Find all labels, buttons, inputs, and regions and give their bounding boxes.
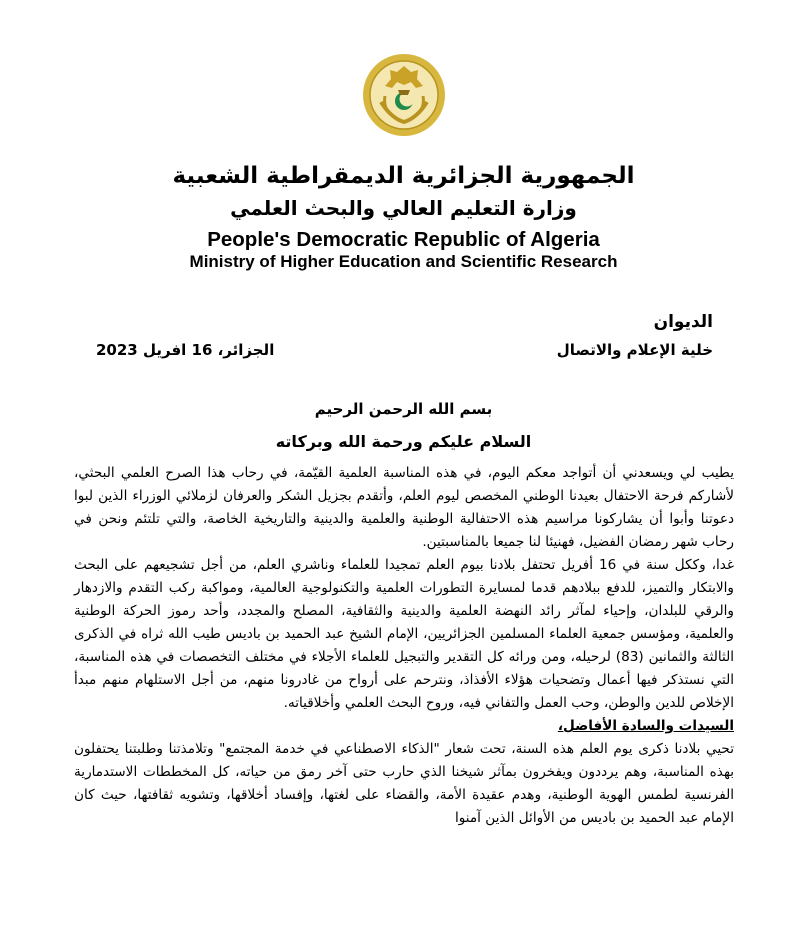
emblem-graphic <box>361 52 447 138</box>
speech-body <box>74 462 734 830</box>
communication-cell-label: خلية الإعلام والاتصال <box>556 341 713 359</box>
salutation: السلام عليكم ورحمة الله وبركاته <box>275 432 532 451</box>
paragraph-2: غدا، وككل سنة في 16 أفريل تحتفل بلادنا بيوم العلم تمجيدا للعلماء وناشري العلم، من أجل تشجيعهم على البحث والابتكار والتميز، للدفع ببلادهم قدما لمسايرة التطورات العلمية والتكنولوجية العالمية، ومواكبة ركب التقدم والازدهار والرقي للبلدان، وإحياء لمآثر رائد النهضة العلمية والدينية والثقافية، المصلح والمجدد، وأحد رموز الحركة الوطنية والعلمية، ومؤسس جمعية العلماء المسلمين الجزائريين، الإمام الشيخ عبد الحميد بن باديس طيب الله ثراه في الذكرى الثالثة والثمانين (83) لرحيله، ومن ورائه كل التقدير والتبجيل للعلماء الأجلاء في مختلف التخصصات في هذه المناسبة، التي نستذكر فيها أعمال وتضحيات هؤلاء الأفذاذ، ونترحم على أرواح من غادرونا منهم، من أجل الاستلهام منهم مبدأ الإخلاص للدين والوطن، وحب العمل والتفاني فيه، وروح البحث العلمي وأخلاقياته. <box>74 557 735 711</box>
ministry-title-ar: وزارة التعليم العالي والبحث العلمي <box>230 196 577 220</box>
basmala: بسم الله الرحمن الرحيم <box>314 400 493 418</box>
paragraph-1: يطيب لي ويسعدني أن أتواجد معكم اليوم، في هذه المناسبة العلمية القيّمة، في رحاب هذا الصرح العلمي البحثي، لأشاركم فرحة الاحتفال بعيدنا الوطني المخصص ليوم العلم، وأتقدم بجزيل الشكر والعرفان لزملائي الوزراء الذين لبوا دعوتنا وأبوا أن يشاركونا مراسيم هذه الاحتفالية الوطنية والعلمية والدينية والتاريخية الخاصة، والتي تلتئم ونحن في رحاب شهر رمضان الفضيل، فهنيئا لنا جميعا بالمناسبتين. <box>74 465 734 550</box>
republic-title-en: People's Democratic Republic of Algeria <box>207 228 600 251</box>
office-label: الديوان <box>653 312 713 332</box>
republic-title-ar: الجمهورية الجزائرية الديمقراطية الشعبية <box>172 163 635 189</box>
algeria-emblem-icon <box>361 52 447 138</box>
paragraph-3: تحيي بلادنا ذكرى يوم العلم هذه السنة، تحت شعار "الذكاء الاصطناعي في خدمة المجتمع" وتلامذتنا وطلبتنا يحتفلون بهذه المناسبة، وهم يرددون ويفخرون بمآثر شيخنا الذي حارب حتى آخر رمق من حياته، كل المخططات الاستدمارية الفرنسية لطمس الهوية الوطنية، وهدم عقيدة الأمة، والقضاء على لغتها، وإفساد أخلاقها، وتشويه ثقافتها، حيث كان الإمام عبد الحميد بن باديس من الأوائل الذين آمنوا <box>74 741 734 826</box>
document-date: الجزائر، 16 افريل 2023 <box>96 341 275 359</box>
subheading: السيدات والسادة الأفاضل، <box>557 718 734 734</box>
ministry-title-en: Ministry of Higher Education and Scientific Research <box>189 252 618 271</box>
